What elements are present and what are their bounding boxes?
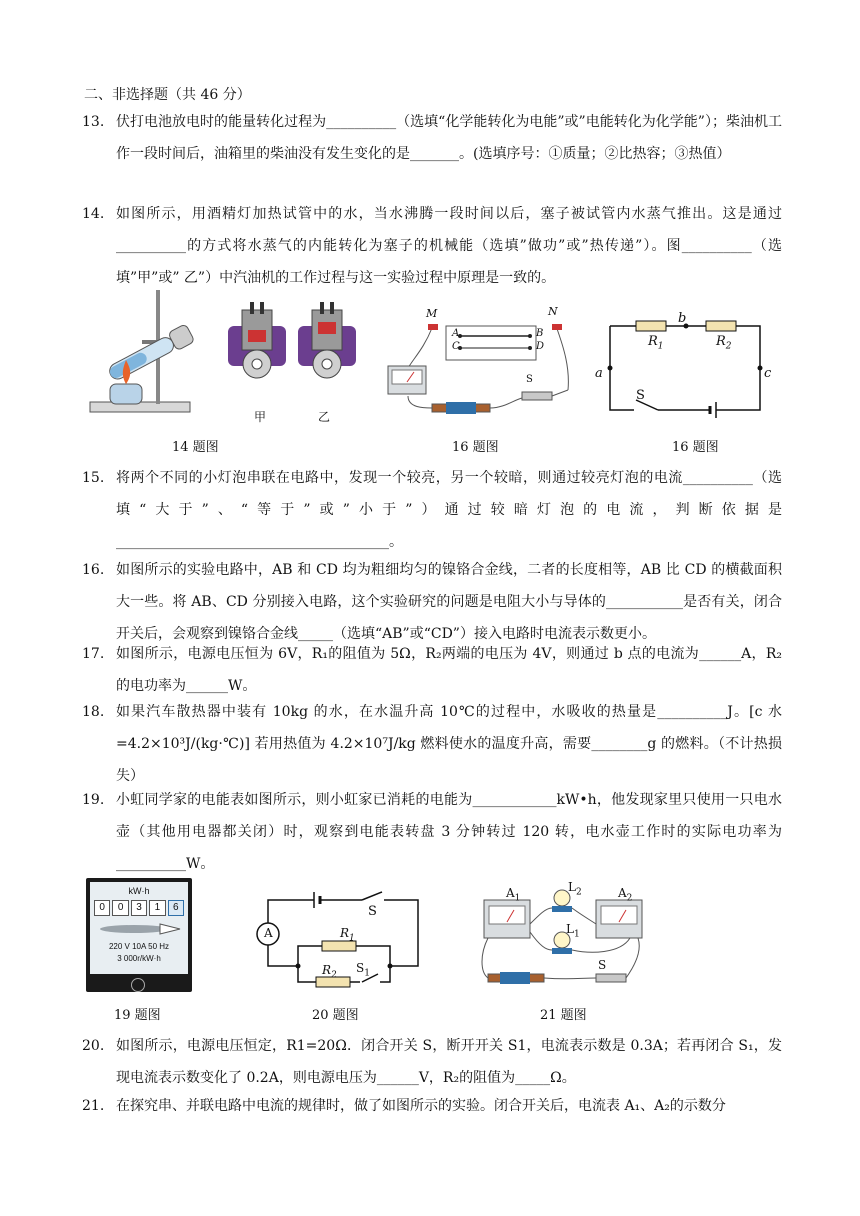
- circuit21-label-l2: $L_2$: [568, 880, 582, 898]
- question-number: 15.: [82, 470, 105, 486]
- meter-digit: 0: [112, 900, 128, 916]
- question-text: 在探究串、并联电路中电流的规律时，做了如图所示的实验。闭合开关后，电流表 A₁、A₂的示数分: [116, 1098, 726, 1114]
- circuit-label-b: b: [678, 311, 687, 326]
- question-text: 如图所示，用酒精灯加热试管中的水，当水沸腾一段时间以后，塞子被试管内水蒸气推出。这是通过__________的方式将水蒸气的内能转化为塞子的机械能（选填”做功”或”热传递”）。图__________（选填”甲”或” 乙”）中汽油机的工作过程与这一实验过程中原理是一致的。: [116, 206, 782, 286]
- question-number: 18.: [82, 704, 105, 720]
- figure-16-wire-circuit: [384, 308, 580, 416]
- question-13: [82, 106, 782, 170]
- meter-unit: kW·h: [128, 886, 150, 896]
- question-19: [82, 784, 782, 880]
- circuit21-label-a1: $A_1$: [506, 886, 521, 904]
- section-title: 二、非选择题（共 46 分）: [84, 87, 251, 103]
- question-18: [82, 696, 782, 792]
- question-text: 如图所示，电源电压恒为 6V，R₁的阻值为 5Ω，R₂两端的电压为 4V，则通过 b 点的电流为______A，R₂的电功率为______W。: [116, 646, 782, 694]
- caption-fig14: 14 题图: [172, 440, 219, 455]
- circuit20-ammeter-label: A: [264, 926, 273, 940]
- question-text: 如果汽车散热器中装有 10kg 的水，在水温升高 10℃的过程中，水吸收的热量是__________J。[c 水=4.2×10³J/(kg·℃)] 若用热值为 4.2×10⁷J/kg 燃料使水的温度升高，需要________g 的燃料。（不计热损失）: [116, 704, 782, 784]
- question-number: 17.: [82, 646, 105, 662]
- caption-fig16b: 16 题图: [672, 440, 719, 455]
- figure-16-series-circuit: [592, 312, 772, 418]
- circuit21-label-a2: $A_2$: [618, 886, 633, 904]
- question-15: [82, 462, 782, 558]
- figure-14-test-tube-apparatus: [86, 286, 212, 418]
- question-21: [82, 1090, 782, 1122]
- question-number: 13.: [82, 114, 105, 130]
- question-text: 将两个不同的小灯泡串联在电路中，发现一个较亮，另一个较暗，则通过较亮灯泡的电流__________（选填“大于”、“等于”或”小于”）通过较暗灯泡的电流，判断依据是_______________________________________。: [116, 470, 782, 550]
- meter-face: [90, 882, 188, 974]
- circuit-label-r2: $R_2$: [716, 334, 732, 352]
- circuit-label-s: S: [636, 388, 645, 403]
- wire-label-D: D: [536, 341, 545, 352]
- meter-digit-decimal: 6: [168, 900, 184, 916]
- question-number: 16.: [82, 562, 105, 578]
- engine-jia: [228, 302, 286, 378]
- meter-digit: 0: [94, 900, 110, 916]
- meter-digit: 3: [131, 900, 147, 916]
- question-number: 21.: [82, 1098, 105, 1114]
- wire-label-N: N: [548, 305, 558, 318]
- question-17: [82, 638, 782, 702]
- caption-fig16a: 16 题图: [452, 440, 499, 455]
- question-text: 如图所示的实验电路中，AB 和 CD 均为粗细均匀的镍铬合金线，二者的长度相等，AB 比 CD 的横截面积大一些。将 AB、CD 分别接入电路，这个实验研究的问题是电阻大小与导体的___________是否有关，闭合开关后，会观察到镍铬合金线_____（选填“AB”或“CD”）接入电路时电流表示数更小。: [116, 562, 782, 642]
- caption-fig21: 21 题图: [540, 1008, 587, 1023]
- wire-label-S: S: [526, 374, 533, 385]
- engine-label-yi: 乙: [318, 410, 331, 424]
- wire-label-M: M: [426, 307, 438, 320]
- circuit-label-a: a: [595, 366, 603, 381]
- circuit20-label-s: S: [368, 904, 377, 919]
- question-text: 如图所示，电源电压恒定，R1=20Ω．闭合开关 S，断开开关 S1，电流表示数是 0.3A；若再闭合 S₁，发现电流表示数变化了 0.2A，则电源电压为______V，R₂的阻值为_____Ω。: [116, 1038, 782, 1086]
- question-20: [82, 1030, 782, 1094]
- figure-14-engines: [224, 296, 362, 396]
- circuit21-label-s: S: [598, 958, 607, 972]
- meter-screw-icon: [131, 978, 145, 992]
- circuit20-label-r2: $R_2$: [322, 963, 337, 981]
- meter-digit: 1: [149, 900, 165, 916]
- question-number: 14.: [82, 206, 105, 222]
- wire-label-A: A: [452, 328, 460, 339]
- caption-fig19: 19 题图: [114, 1008, 161, 1023]
- meter-rate: 3 000r/kW·h: [117, 954, 161, 963]
- question-number: 20.: [82, 1038, 105, 1054]
- engine-yi: [298, 302, 356, 378]
- circuit-label-c: c: [764, 366, 772, 381]
- figure-19-electric-meter: [86, 878, 192, 992]
- circuit21-label-l1: $L_1$: [566, 922, 580, 940]
- wire-label-B: B: [536, 328, 544, 339]
- question-number: 19.: [82, 792, 105, 808]
- question-14: [82, 198, 782, 294]
- wire-label-C: C: [452, 341, 460, 352]
- meter-disc-arrow-icon: [96, 922, 182, 936]
- question-text: 伏打电池放电时的能量转化过程为__________（选填“化学能转化为电能”或”电能转化为化学能”）；柴油机工作一段时间后，油箱里的柴油没有发生变化的是_______。(选填序号：①质量；②比热容；③热值）: [116, 114, 782, 162]
- circuit-label-r1: $R_1$: [648, 334, 664, 352]
- meter-spec: 220 V 10A 50 Hz: [108, 942, 170, 951]
- circuit20-label-r1: $R_1$: [340, 926, 355, 944]
- engine-label-jia: 甲: [254, 410, 267, 424]
- question-text: 小虹同学家的电能表如图所示，则小虹家已消耗的电能为____________kW•h，他发现家里只使用一只电水壶（其他用电器都关闭）时，观察到电能表转盘 3 分钟转过 120 转，电水壶工作时的实际电功率为__________W。: [116, 792, 782, 872]
- question-16: [82, 554, 782, 650]
- meter-digits: [94, 900, 184, 916]
- caption-fig20: 20 题图: [312, 1008, 359, 1023]
- circuit20-label-s1: $S_1$: [356, 961, 370, 979]
